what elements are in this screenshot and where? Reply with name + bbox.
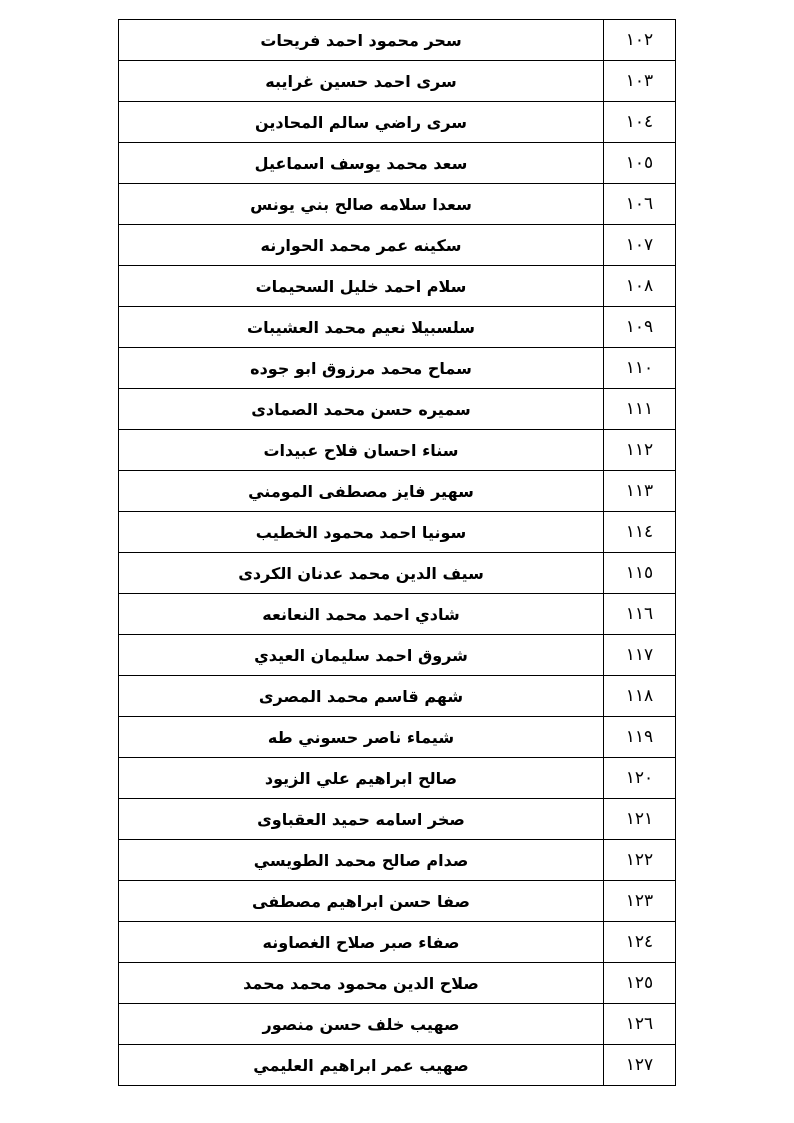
row-number: ١١٠ — [604, 348, 676, 389]
table-row — [119, 1004, 676, 1045]
row-name: سناء احسان فلاح عبيدات — [119, 430, 604, 471]
row-number: ١١٢ — [604, 430, 676, 471]
row-name: شهم قاسم محمد المصرى — [119, 676, 604, 717]
row-name: سماح محمد مرزوق ابو جوده — [119, 348, 604, 389]
table-row — [119, 184, 676, 225]
row-name: سرى راضي سالم المحادين — [119, 102, 604, 143]
table-row — [119, 61, 676, 102]
row-name: صخر اسامه حميد العقباوى — [119, 799, 604, 840]
row-name: صهيب خلف حسن منصور — [119, 1004, 604, 1045]
row-number: ١٢٢ — [604, 840, 676, 881]
row-number: ١٢٣ — [604, 881, 676, 922]
table-row — [119, 594, 676, 635]
table-row — [119, 881, 676, 922]
row-name: صفا حسن ابراهيم مصطفى — [119, 881, 604, 922]
table-row — [119, 1045, 676, 1086]
row-number: ١١٣ — [604, 471, 676, 512]
table-row — [119, 922, 676, 963]
row-name: شروق احمد سليمان العيدي — [119, 635, 604, 676]
row-name: سعد محمد يوسف اسماعيل — [119, 143, 604, 184]
row-number: ١٢٦ — [604, 1004, 676, 1045]
table-row — [119, 553, 676, 594]
table-row — [119, 430, 676, 471]
row-name: سحر محمود احمد فريحات — [119, 20, 604, 61]
table-row — [119, 225, 676, 266]
table-row — [119, 143, 676, 184]
row-number: ١٠٩ — [604, 307, 676, 348]
row-number: ١١٦ — [604, 594, 676, 635]
row-number: ١١٤ — [604, 512, 676, 553]
row-name: صهيب عمر ابراهيم العليمي — [119, 1045, 604, 1086]
row-name: صلاح الدين محمود محمد محمد — [119, 963, 604, 1004]
row-name: سرى احمد حسين غرايبه — [119, 61, 604, 102]
table-row — [119, 348, 676, 389]
row-name: سميره حسن محمد الصمادى — [119, 389, 604, 430]
table-row — [119, 963, 676, 1004]
row-number: ١٠٢ — [604, 20, 676, 61]
row-name: سونيا احمد محمود الخطيب — [119, 512, 604, 553]
row-number: ١٢٧ — [604, 1045, 676, 1086]
row-name: شادي احمد محمد النعانعه — [119, 594, 604, 635]
row-number: ١١٨ — [604, 676, 676, 717]
row-number: ١٢٥ — [604, 963, 676, 1004]
table-row — [119, 799, 676, 840]
table-row — [119, 307, 676, 348]
row-number: ١٢٠ — [604, 758, 676, 799]
row-number: ١١٥ — [604, 553, 676, 594]
names-table-body — [119, 20, 676, 1086]
row-name: سكينه عمر محمد الحوارنه — [119, 225, 604, 266]
names-table — [118, 19, 676, 1086]
row-number: ١٠٦ — [604, 184, 676, 225]
row-number: ١١١ — [604, 389, 676, 430]
table-row — [119, 512, 676, 553]
table-row — [119, 635, 676, 676]
row-number: ١١٧ — [604, 635, 676, 676]
row-name: سلسبيلا نعيم محمد العشيبات — [119, 307, 604, 348]
row-name: شيماء ناصر حسوني طه — [119, 717, 604, 758]
row-number: ١٠٣ — [604, 61, 676, 102]
row-number: ١٠٨ — [604, 266, 676, 307]
row-name: صالح ابراهيم علي الزيود — [119, 758, 604, 799]
row-number: ١٢١ — [604, 799, 676, 840]
row-name: سعدا سلامه صالح بني يونس — [119, 184, 604, 225]
row-number: ١٠٧ — [604, 225, 676, 266]
table-row — [119, 266, 676, 307]
row-name: سهير فايز مصطفى المومني — [119, 471, 604, 512]
table-row — [119, 389, 676, 430]
row-number: ١١٩ — [604, 717, 676, 758]
table-row — [119, 676, 676, 717]
row-number: ١٠٤ — [604, 102, 676, 143]
table-row — [119, 840, 676, 881]
row-number: ١٢٤ — [604, 922, 676, 963]
table-row — [119, 471, 676, 512]
row-number: ١٠٥ — [604, 143, 676, 184]
table-row — [119, 758, 676, 799]
table-row — [119, 20, 676, 61]
table-row — [119, 102, 676, 143]
row-name: سلام احمد خليل السحيمات — [119, 266, 604, 307]
row-name: صفاء صبر صلاح الغصاونه — [119, 922, 604, 963]
table-row — [119, 717, 676, 758]
row-name: سيف الدين محمد عدنان الكردى — [119, 553, 604, 594]
row-name: صدام صالح محمد الطويسي — [119, 840, 604, 881]
